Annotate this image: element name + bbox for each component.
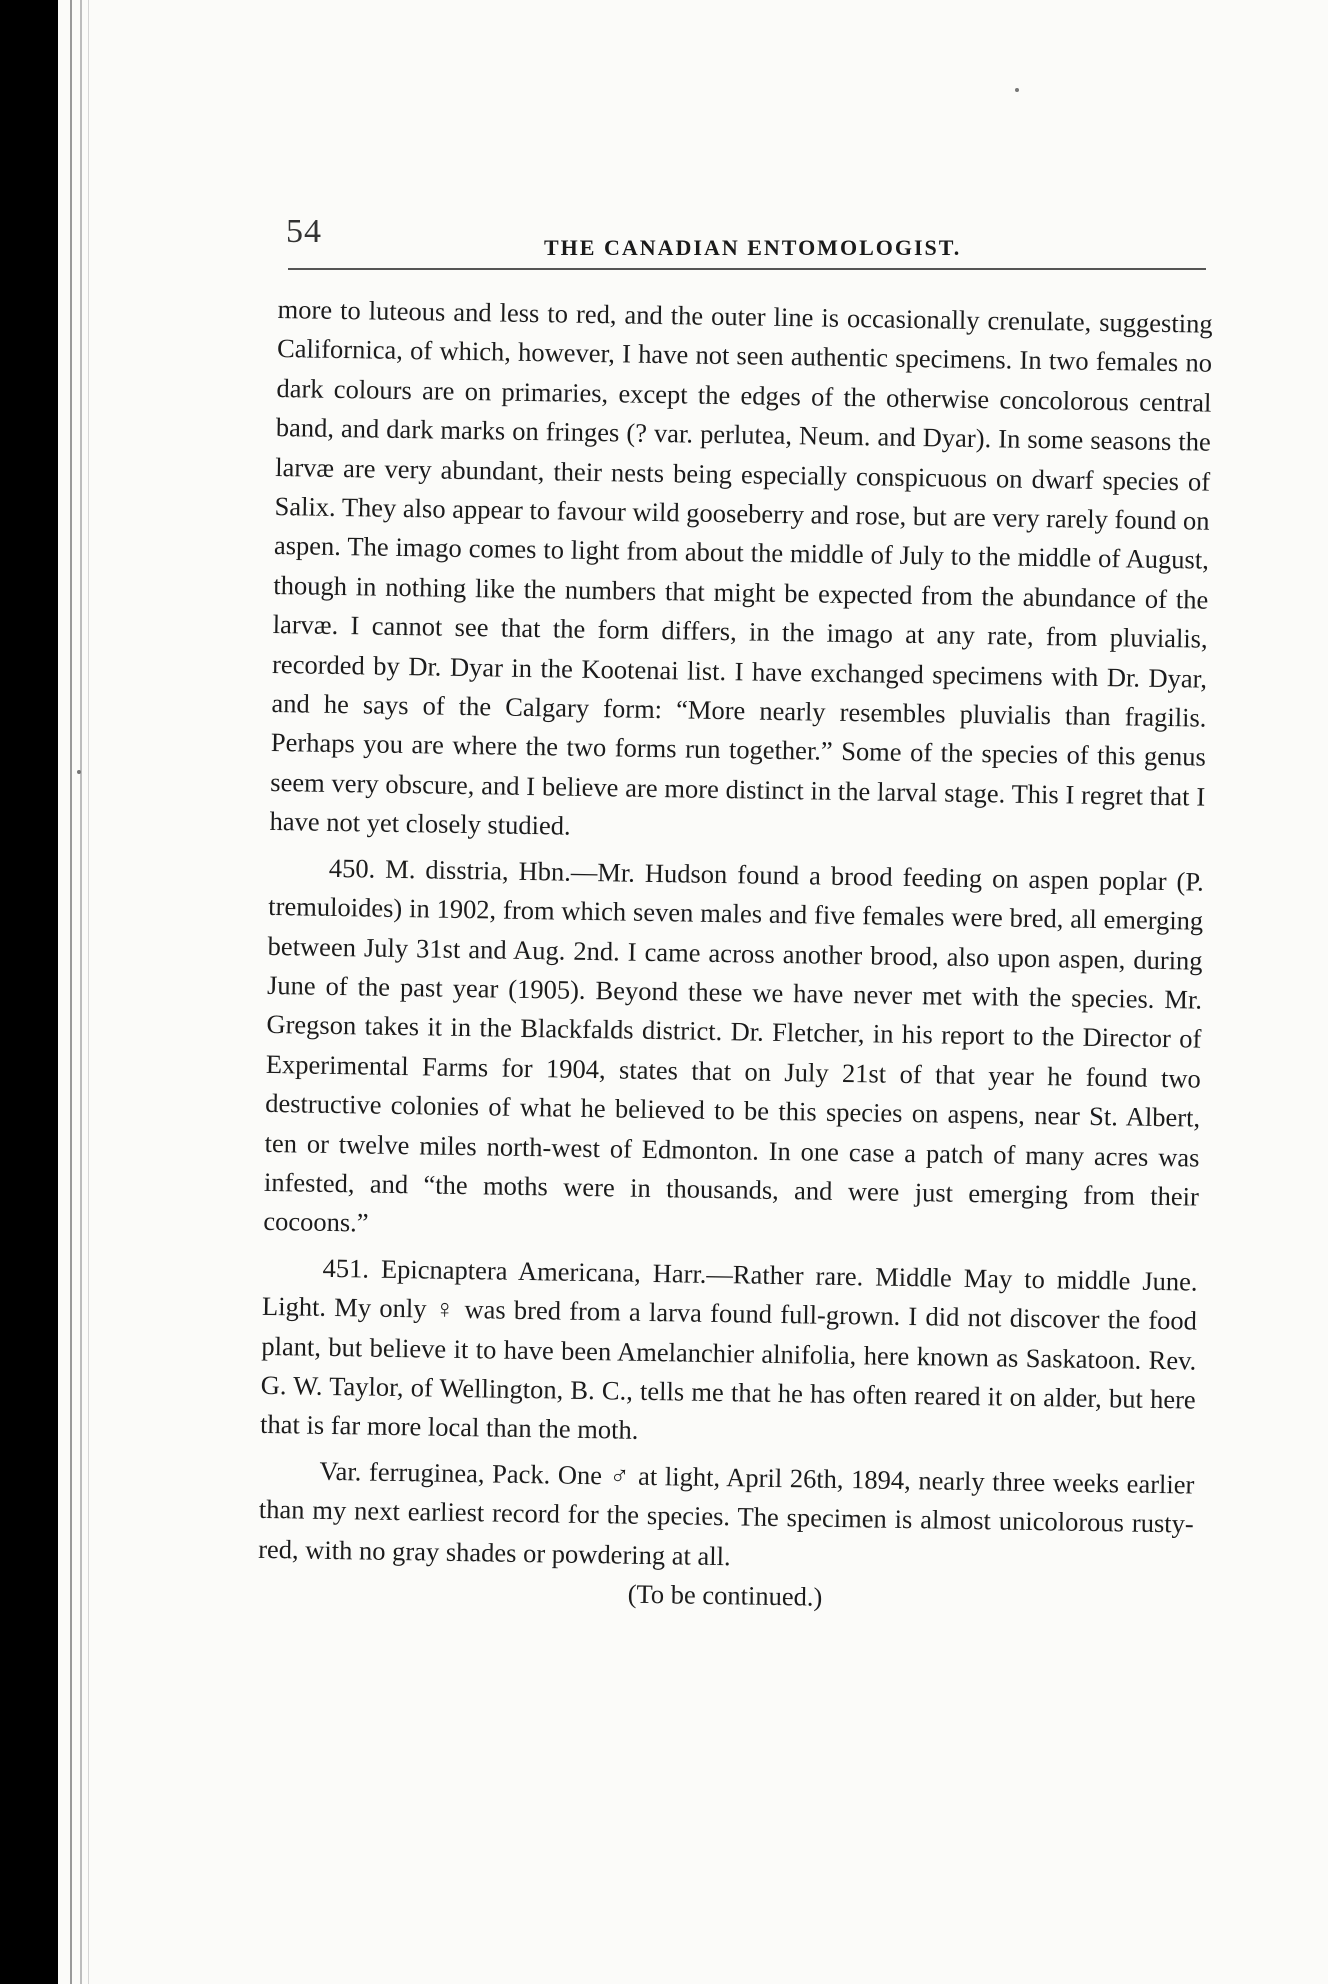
binding-edge (70, 0, 72, 1984)
binding-edge (88, 0, 89, 1984)
paragraph-var-ferruginea: Var. ferruginea, Pack. One ♂ at light, April 26th, 1894, nearly three weeks earlier than my next earliest record for the species. The specimen is almost unicolorous rusty-red, with no gray shades or powdering at all. (257, 1455, 1195, 1571)
paragraph-450-disstria: 450. M. disstria, Hbn.—Mr. Hudson found a brood feeding on aspen poplar (P. tremuloides) in 1902, from which seven males and five females were bred, all emerging between July 31st and Aug. 2nd. I came across another brood, also upon aspen, during June of the past year (1905). Beyond these we have never met with the species. Mr. Gregson takes it in the Blackfalds district. Dr. Fletcher, in his report to the Director of Experimental Farms for 1904, states that on July 21st of that year he found two destructive colonies of what he believed to be this species on aspens, near St. Albert, ten or twelve miles north-west of Edmonton. In one case a patch of many acres was infested, and “the moths were in thousands, and were just emerging from their cocoons.” (263, 852, 1205, 1238)
speck (1015, 88, 1019, 92)
to-be-continued: (To be continued.) (627, 1578, 823, 1612)
page-number: 54 (286, 213, 322, 250)
page-header (286, 213, 1216, 263)
running-title: THE CANADIAN ENTOMOLOGIST. (544, 235, 962, 260)
paragraph-continuation: more to luteous and less to red, and the outer line is occasionally crenulate, suggesting Californica, of which, however, I have not seen authentic specimens. In two females no dark colours are on primaries, except the edges of the otherwise concolorous central band, and dark marks on fringes (? var. perlutea, Neum. and Dyar). In some seasons the larvæ are very abundant, their nests being especially conspicuous on dwarf species of Salix. They also appear to favour wild gooseberry and rose, but are very rarely found on aspen. The imago comes to light from about the middle of July to the middle of August, though in nothing like the numbers that might be expected from the abundance of the larvæ. I cannot see that the form differs, in the imago at any rate, from pluvialis, recorded by Dr. Dyar in the Kootenai list. I have exchanged specimens with Dr. Dyar, and he says of the Calgary form: “More nearly resembles pluvialis than fragilis. Perhaps you are where the two forms run together.” Some of the species of this genus seem very obscure, and I believe are more distinct in the larval stage. This I regret that I have not yet closely studied. (269, 293, 1213, 841)
paragraph-451-americana: 451. Epicnaptera Americana, Harr.—Rather rare. Middle May to middle June. Light. My only ♀ was bred from a larva found full-grown. I did not discover the food plant, but believe it to have been Amelanchier alnifolia, here known as Saskatoon. Rev. G. W. Taylor, of Wellington, B. C., tells me that he has often reared it on alder, but here that is far more local than the moth. (259, 1252, 1198, 1446)
speck (77, 770, 81, 774)
binding-edge (80, 0, 82, 1984)
header-rule (288, 268, 1206, 270)
article-body (257, 290, 1213, 1623)
